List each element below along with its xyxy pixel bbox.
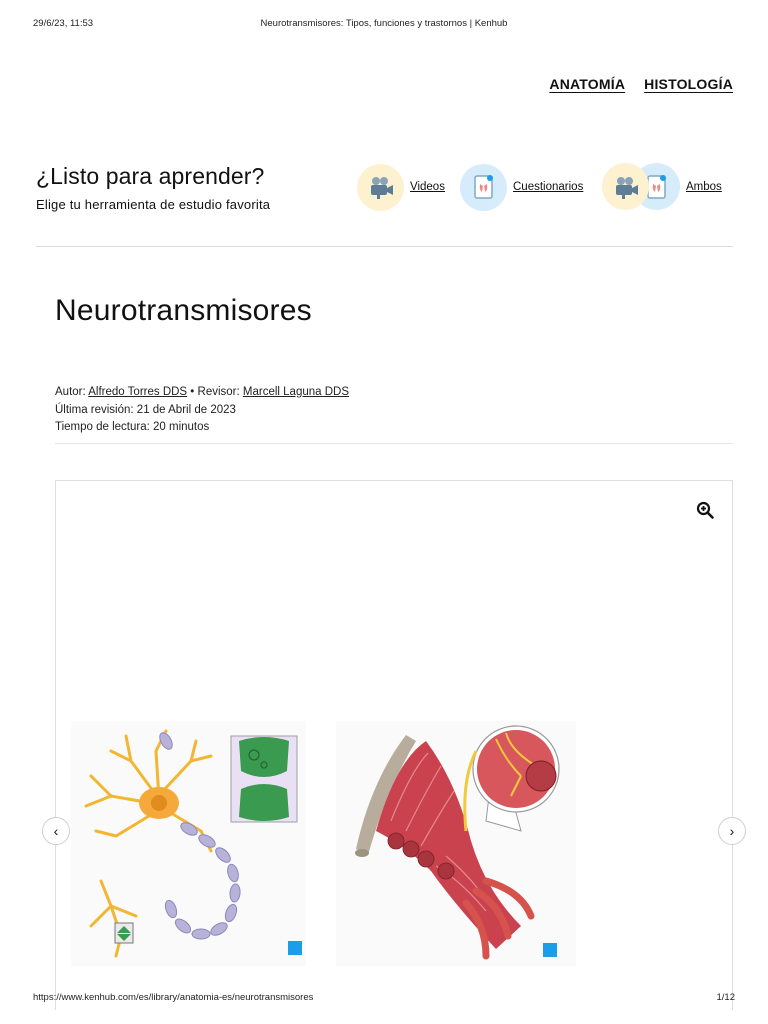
- print-title: Neurotransmisores: Tipos, funciones y trastornos | Kenhub: [260, 18, 508, 29]
- tool-videos[interactable]: [357, 163, 445, 211]
- page-title: Neurotransmisores: [55, 294, 312, 327]
- zoom-in-icon[interactable]: [696, 501, 714, 519]
- muscle-illustration[interactable]: [336, 721, 576, 966]
- nav-anatomia[interactable]: ANATOMÍA: [549, 76, 626, 92]
- both-tools-icon: [602, 163, 680, 211]
- print-footer: [0, 992, 768, 1006]
- print-header: [0, 18, 768, 32]
- author-link[interactable]: Alfredo Torres DDS: [88, 386, 188, 398]
- tool-ambos-link[interactable]: Ambos: [686, 181, 722, 193]
- quiz-tablet-icon: [460, 164, 507, 211]
- video-camera-icon: [602, 163, 649, 210]
- print-page-number: 1/12: [716, 992, 735, 1003]
- reviewer-label: Revisor:: [197, 386, 243, 398]
- tool-cuestionarios[interactable]: [460, 163, 583, 211]
- meta-separator: •: [187, 386, 198, 398]
- author-label: Autor:: [55, 386, 89, 398]
- gallery-prev-button[interactable]: [42, 817, 70, 845]
- image-gallery: [55, 480, 733, 1010]
- promo-heading: ¿Listo para aprender?: [36, 163, 265, 189]
- neuron-illustration[interactable]: [71, 721, 306, 966]
- chevron-left-icon: ‹: [53, 823, 59, 839]
- tool-videos-link[interactable]: Videos: [410, 181, 445, 193]
- author-line: [55, 384, 733, 402]
- study-tool-promo: [36, 160, 733, 247]
- video-camera-icon: [357, 164, 404, 211]
- reading-time: Tiempo de lectura: 20 minutos: [55, 421, 210, 433]
- nav-histologia[interactable]: HISTOLOGÍA: [644, 76, 733, 92]
- revision-date: Última revisión: 21 de Abril de 2023: [55, 403, 236, 416]
- promo-subheading: Elige tu herramienta de estudio favorita: [36, 197, 271, 212]
- gallery-next-button[interactable]: [718, 817, 746, 845]
- top-navigation: [549, 76, 733, 92]
- chevron-right-icon: ›: [729, 823, 735, 839]
- tool-cuestionarios-link[interactable]: Cuestionarios: [513, 181, 584, 193]
- print-url: https://www.kenhub.com/es/library/anatomia-es/neurotransmisores: [33, 992, 314, 1003]
- print-date: 29/6/23, 11:53: [33, 18, 94, 29]
- article-meta: [55, 384, 733, 444]
- reviewer-link[interactable]: Marcell Laguna DDS: [242, 386, 350, 398]
- tool-ambos[interactable]: [602, 163, 722, 211]
